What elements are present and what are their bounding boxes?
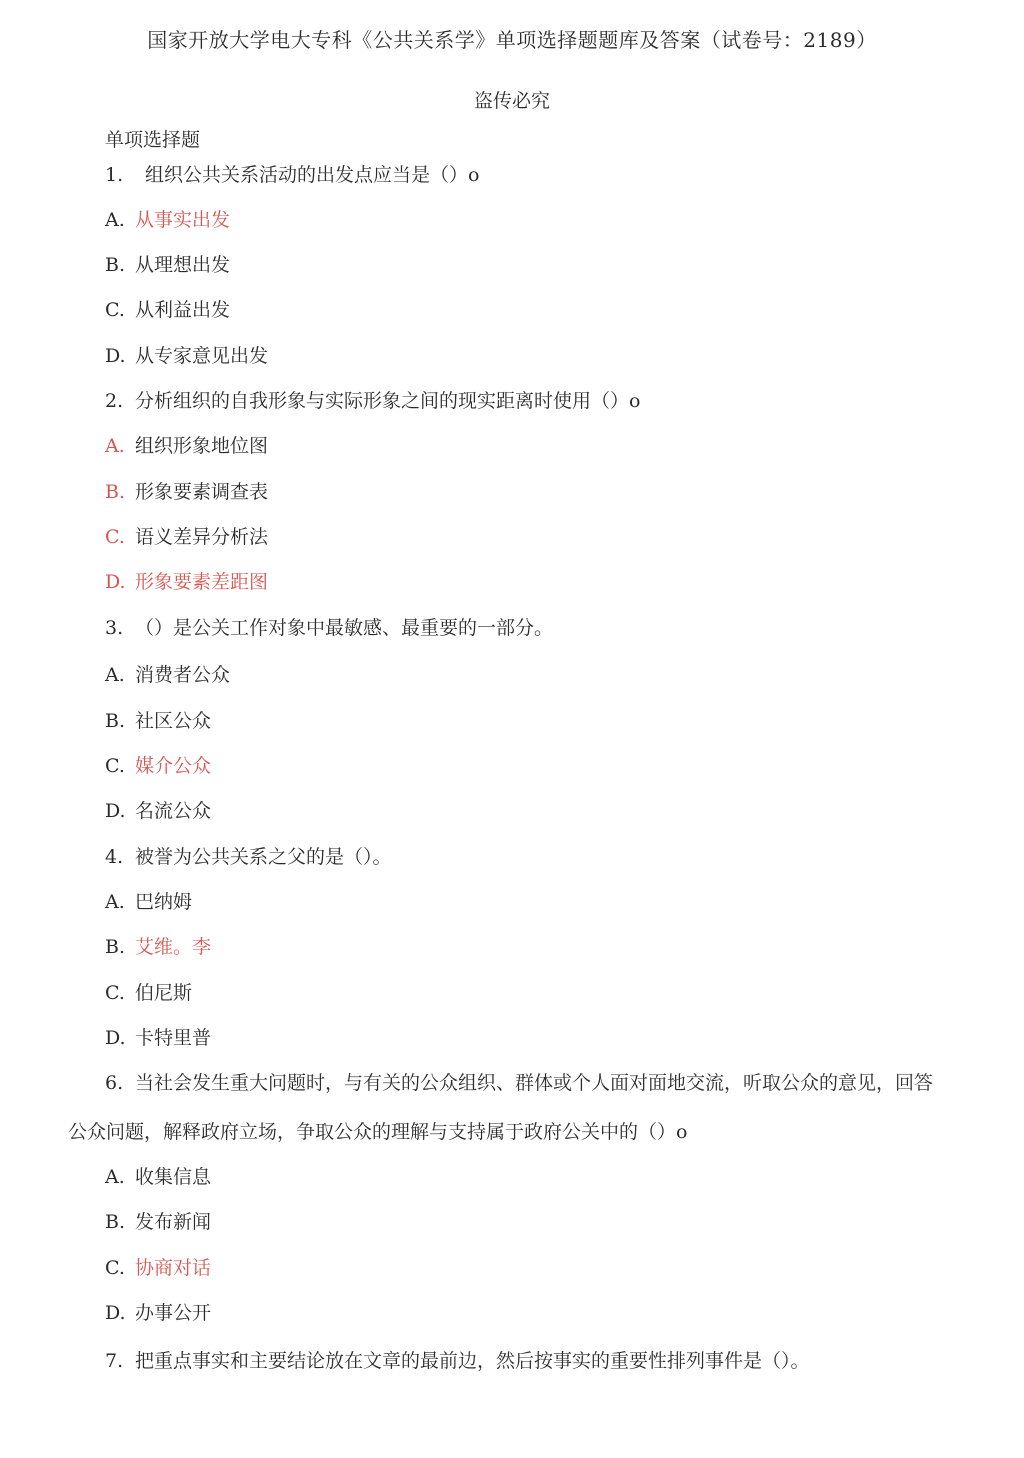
option-2d xyxy=(105,570,268,594)
option-4d xyxy=(105,1026,211,1050)
question-7 xyxy=(105,1349,810,1373)
document-subtitle: 盗传必究 xyxy=(473,90,550,112)
option-text: 从利益出发 xyxy=(135,299,231,321)
option-text-answer: 媒介公众 xyxy=(135,755,212,777)
option-text: 语义差异分析法 xyxy=(135,526,269,548)
option-text: 收集信息 xyxy=(135,1166,212,1188)
option-2b xyxy=(105,480,268,504)
section-heading: 单项选择题 xyxy=(105,129,201,151)
option-3a xyxy=(105,663,230,687)
option-4b xyxy=(105,935,211,959)
question-number: 4. xyxy=(105,846,124,868)
question-text: 分析组织的自我形象与实际形象之间的现实距离时使用（）o xyxy=(135,390,641,412)
option-text: 形象要素调查表 xyxy=(135,481,269,503)
question-text: 被誉为公共关系之父的是（）。 xyxy=(135,846,392,868)
option-mark: B. xyxy=(105,1211,126,1233)
question-text: 组织公共关系活动的出发点应当是（）o xyxy=(145,164,480,186)
option-text: 社区公众 xyxy=(135,710,212,732)
option-6d xyxy=(105,1301,211,1325)
option-text: 组织形象地位图 xyxy=(135,435,269,457)
option-mark: C. xyxy=(105,299,125,321)
question-number: 2. xyxy=(105,390,124,412)
option-text: 办事公开 xyxy=(135,1302,212,1324)
option-1c xyxy=(105,298,230,322)
option-mark: D. xyxy=(105,571,126,593)
option-mark: A. xyxy=(105,209,125,231)
option-mark: B. xyxy=(105,936,126,958)
option-text: 名流公众 xyxy=(135,800,212,822)
question-number: 7. xyxy=(105,1350,124,1372)
option-mark: D. xyxy=(105,1027,126,1049)
option-text-answer: 从事实出发 xyxy=(135,209,231,231)
option-mark: A. xyxy=(105,891,125,913)
question-text: 当社会发生重大问题时，与有关的公众组织、群体或个人面对面地交流，听取公众的意见，回答 xyxy=(135,1072,934,1094)
option-mark: A. xyxy=(105,1166,125,1188)
document-title: 国家开放大学电大专科《公共关系学》单项选择题题库及答案（试卷号：2189） xyxy=(147,28,877,52)
question-number: 3. xyxy=(105,617,124,639)
question-2 xyxy=(105,389,640,413)
question-4 xyxy=(105,845,392,869)
option-3d xyxy=(105,799,211,823)
option-4c xyxy=(105,981,192,1005)
option-text-answer: 形象要素差距图 xyxy=(135,571,269,593)
option-mark: B. xyxy=(105,481,126,503)
option-text: 伯尼斯 xyxy=(135,982,193,1004)
option-text: 从专家意见出发 xyxy=(135,345,269,367)
question-3 xyxy=(105,616,553,640)
option-text: 消费者公众 xyxy=(135,664,231,686)
option-1a xyxy=(105,208,230,232)
option-1b xyxy=(105,253,230,277)
option-1d xyxy=(105,344,268,368)
option-mark: A. xyxy=(105,435,125,457)
option-mark: B. xyxy=(105,254,126,276)
option-6b xyxy=(105,1210,211,1234)
option-mark: D. xyxy=(105,1302,126,1324)
option-2c xyxy=(105,525,268,549)
option-3c xyxy=(105,754,211,778)
option-text: 卡特里普 xyxy=(135,1027,212,1049)
question-6 xyxy=(105,1071,933,1095)
question-text: （）是公关工作对象中最敏感、最重要的一部分。 xyxy=(135,617,554,639)
option-text: 从理想出发 xyxy=(135,254,231,276)
option-mark: D. xyxy=(105,800,126,822)
question-text: 把重点事实和主要结论放在文章的最前边，然后按事实的重要性排列事件是（）。 xyxy=(135,1350,810,1372)
option-mark: C. xyxy=(105,526,125,548)
option-text-answer: 协商对话 xyxy=(135,1257,212,1279)
question-number: 1. xyxy=(105,164,124,186)
question-6-continued: 公众问题，解释政府立场，争取公众的理解与支持属于政府公关中的（）o xyxy=(68,1121,688,1143)
option-text: 巴纳姆 xyxy=(135,891,193,913)
option-mark: A. xyxy=(105,664,125,686)
option-text: 发布新闻 xyxy=(135,1211,212,1233)
question-1 xyxy=(105,163,479,187)
option-6a xyxy=(105,1165,211,1189)
option-mark: C. xyxy=(105,1257,125,1279)
option-text-answer: 艾维。李 xyxy=(135,936,212,958)
option-mark: C. xyxy=(105,982,125,1004)
option-mark: B. xyxy=(105,710,126,732)
question-number: 6. xyxy=(105,1072,124,1094)
option-6c xyxy=(105,1256,211,1280)
option-mark: D. xyxy=(105,345,126,367)
option-4a xyxy=(105,890,192,914)
option-2a xyxy=(105,434,268,458)
option-3b xyxy=(105,709,211,733)
option-mark: C. xyxy=(105,755,125,777)
